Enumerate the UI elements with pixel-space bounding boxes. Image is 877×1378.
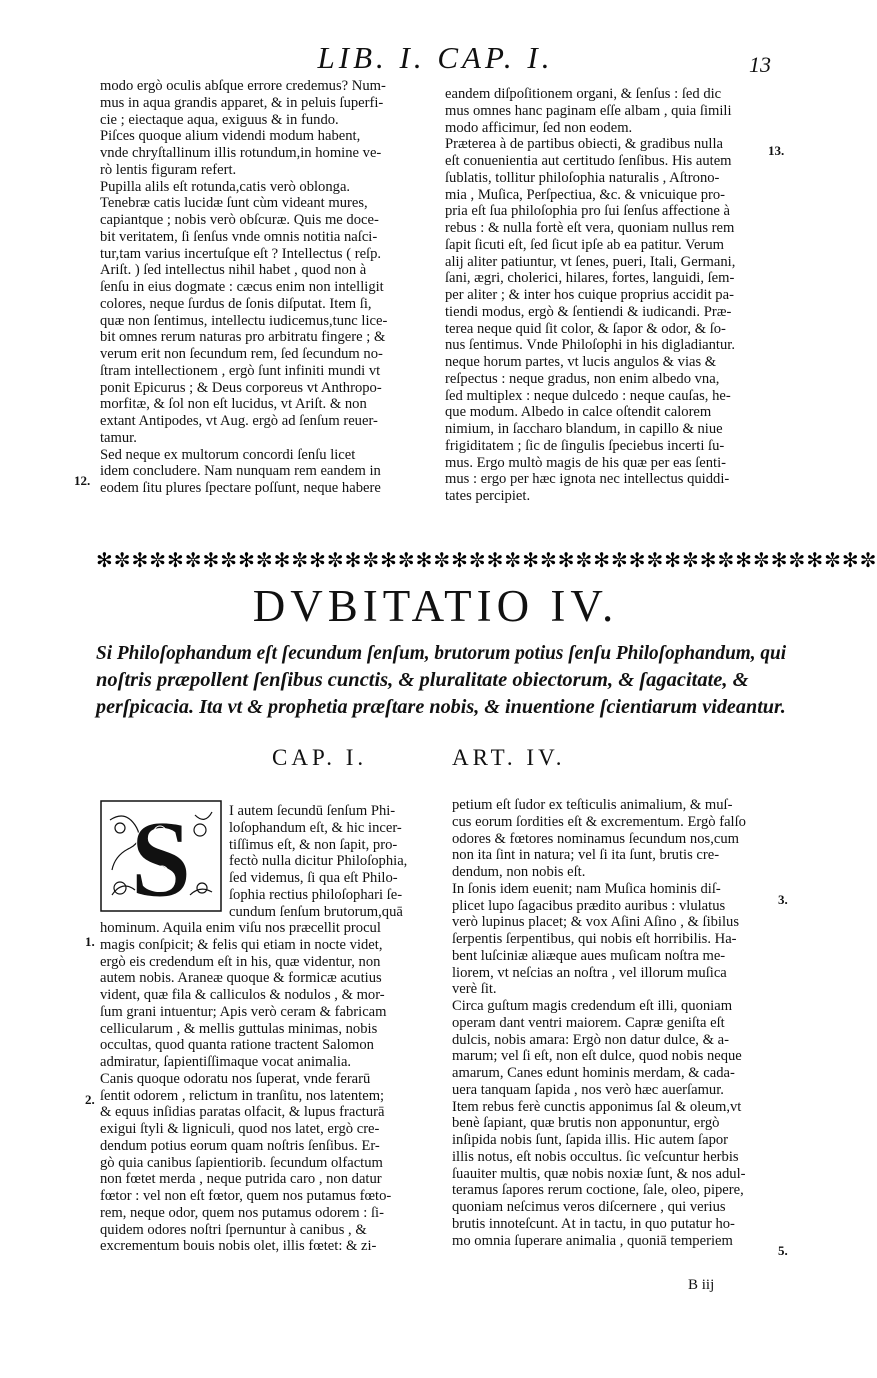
text-line: frigiditatem ; ſic de ſingulis ſpeciebus incerti ſu- — [445, 437, 725, 454]
text-line: illis notus, eſt nobis occultus. ſic veſcuntur herbis — [452, 1148, 739, 1165]
text-line: vident, quæ fila & calliculos & nodulos , & mor- — [100, 987, 385, 1003]
text-line: tiendi modus, ergò & ſentiendi & iudicandi. Præ- — [445, 303, 732, 320]
text-line: verum erit non ſecundum rem, ſed ſecundum no- — [100, 346, 383, 362]
text-line: per aliter ; & inter hos cuique proprius accidit pa- — [445, 287, 734, 303]
text-line: bent luſciniæ aliæque aues muſicam noſtra me- — [452, 947, 726, 964]
text-line: reſpectus : neque gradus, non enim albedo vna, — [445, 370, 720, 387]
margin-note-1: 1. — [85, 934, 95, 949]
text-line: Ariſt. ) ſed intellectus nihil habet , quod non à — [100, 262, 367, 279]
text-line: dulcis, nobis amara: Ergò non datur dulce, & a- — [452, 1031, 729, 1048]
text-line: amarum, Canes edunt hominis merdam, & cada- — [452, 1065, 735, 1081]
text-line: mus in aqua grandis apparet, & in peluis ſuperfi- — [100, 94, 384, 111]
text-line: eſt conuenientia aut certitudo ſenſibus. His autem — [445, 153, 732, 169]
text-line: magis conſpicit; & felis qui etiam in nocte videt, — [100, 936, 383, 953]
bottom-right-column — [452, 797, 776, 1249]
text-line: hominum. Aquila enim viſu nos præcellit procul — [100, 920, 381, 936]
text-line: colores, neque ſurdus de ſonis diſputat. Item ſi, — [100, 295, 372, 312]
text-line: Circa guſtum magis credendum eſt illi, quoniam — [452, 998, 733, 1014]
text-line: bit veritatem, ſi ſenſus vnde omnis notitia naſci- — [100, 228, 378, 245]
text-line: occultas, quod quanta ratione tractent Salomon — [100, 1037, 374, 1054]
text-line: cie ; eiectaque aqua, exiguus & in fundo. — [100, 111, 339, 128]
margin-note-12: 12. — [74, 473, 91, 488]
text-line: idem concludere. Nam nunquam rem eandem in — [100, 463, 381, 480]
margin-note-13: 13. — [768, 143, 785, 158]
text-line: ſerpentis ſerpentibus, qui nobis eſt horribilis. Ha- — [452, 931, 737, 947]
text-line: verè ſit. — [452, 981, 497, 998]
text-line: & equus inſidias paratas olfacit, & lupus fracturā — [100, 1104, 385, 1121]
text-line: nimium, in ſaccharo blandum, in capillo & niue — [445, 421, 723, 437]
text-line: modo afficimur, ſed non eodem. — [445, 119, 633, 136]
subtitle-line: Si Philoſophandum eſt ſecundum ſenſum, brutorum potius ſenſu Philoſophandum, qui — [96, 642, 787, 664]
text-line: rem, neque odor, quem nos putamus odorem : ſi- — [100, 1204, 384, 1221]
text-line: ſuauiter multis, quæ nobis noxiæ ſunt, & nos adul- — [452, 1165, 746, 1182]
text-line: odores & fœtores nominamus ſecundum nos,cum — [452, 830, 739, 847]
text-line: non ita ſint in natura; vel ſi ita ſunt, brutis cre- — [452, 847, 720, 864]
text-line: Tenebræ catis lucidæ ſunt cùm videant mures, — [100, 195, 368, 212]
text-line: capiantque ; nobis verò obſcuræ. Quis me doce- — [100, 212, 379, 228]
text-line: Item rebus ferè cunctis apponimus ſal & oleum,vt — [452, 1098, 742, 1115]
subtitle-line: noſtris præpollent ſenſibus cunctis, & pluralitate obiectorum, & ſagacitate, & — [96, 669, 749, 691]
bottom-left-dropcap-lines — [229, 803, 433, 920]
margin-note-3: 3. — [778, 892, 788, 907]
text-line: cus eorum ſordities eſt & excrementum. Ergò falſo — [452, 813, 746, 830]
decorated-initial-s — [100, 798, 222, 920]
text-line: ſublatis, tollitur philoſophia naturalis , Aſtrono- — [445, 169, 720, 186]
text-line: uera tanquam ſapida , nos verò hæc auerſamur. — [452, 1081, 724, 1098]
text-line: mus omnes hanc paginam eſſe albam , quia ſimili — [445, 102, 732, 119]
text-line: pria eſt ſua philoſophia pro ſui ſenſus affectione à — [445, 203, 731, 220]
text-line: plicet lupo ſagacibus prædito auribus : vlulatus — [452, 897, 726, 914]
text-line: fectò nulla dicitur Philoſophia, — [229, 853, 408, 870]
text-line: ponit Epicurus ; & Deus corporeus vt Anthropo- — [100, 379, 382, 396]
text-line: Præterea à de partibus obiecti, & gradibus nulla — [445, 136, 724, 153]
text-line: ſani, ægri, cholerici, hilares, fortes, languidi, ſem- — [445, 270, 735, 287]
text-line: cundum ſenſum brutorum,quā — [229, 903, 403, 920]
text-line: extant Antipodes, vt Aug. ergò ad ſenſum reuer- — [100, 413, 378, 429]
text-line: vnde chryſtallinum illis rotundum,in homine ve- — [100, 145, 382, 161]
text-line: mus : ergo per hæc ignota nec intellectus quiddi- — [445, 471, 730, 488]
text-line: autem nobis. Araneæ quoque & formicæ acutius — [100, 970, 382, 987]
ornamental-band: ✻✼✻✼✻✼✻✼✻✼✻✼✻✼✻✼✻✼✻✼✻✼✻✼✻✼✻✼✻✼✻✼✻✼✻✼✻✼✻✼✻✼✻✼ — [96, 548, 877, 572]
text-line: mia , Muſica, Perſpectiua, &c. & vnicuique pro- — [445, 186, 726, 203]
dubitatio-title: DVBITATIO IV. — [252, 581, 619, 631]
text-line: I autem ſecundū ſenſum Phi- — [229, 803, 396, 819]
text-line: non fœtet merda , neque putrida caro , non datur — [100, 1171, 382, 1188]
dubitatio-subtitle — [96, 640, 786, 721]
text-line: liorem, vt neſcias an noſtra , vel illorum muſica — [452, 964, 727, 981]
text-line: rò lentis figuram refert. — [100, 161, 237, 178]
text-line: loſophandum eſt, & hic incer- — [229, 819, 402, 836]
text-line: ſed videmus, ſi qua eſt Philo- — [229, 870, 398, 886]
text-line: Pupilla alils eſt rotunda,catis verò oblonga. — [100, 178, 351, 195]
text-line: alij aliter patiuntur, vt ſenes, pueri, Itali, Germani, — [445, 253, 736, 270]
text-line: mus. Ergo multò magis de his quæ per eas ſenti- — [445, 454, 727, 471]
text-line: ſed multiplex : neque dulcedo : neque cauſas, he- — [445, 387, 731, 404]
text-line: Canis quoque odoratu nos ſuperat, vnde ferarū — [100, 1070, 371, 1087]
text-line: mo omnia ſuperare animalia , quoniā temperiem — [452, 1232, 733, 1249]
text-line: ſophia rectius philoſophari ſe- — [229, 886, 403, 903]
text-line: modo ergò oculis abſque errore credemus? Num- — [100, 78, 386, 94]
text-line: ſum grani intuentur; Apis verò ceram & fabricam — [100, 1003, 387, 1020]
text-line: rebus : & nulla fortè eſt vera, quoniam nullus rem — [445, 220, 735, 236]
text-line: inſipida nobis ſunt, ſapida illis. Hic autem ſapor — [452, 1132, 729, 1148]
text-line: que modum. Albedo in calce oſtendit calorem — [445, 404, 712, 421]
text-line: gò quia canibus ſapientiorib. ſecundum olfactum — [100, 1154, 383, 1171]
text-line: brutis innoteſcunt. At in tactu, in quo putatur ho- — [452, 1215, 735, 1232]
text-line: marum; vel ſi eſt, non eſt dulce, quod nobis neque — [452, 1048, 742, 1065]
text-line: admiratur, ſapientiſſimaque vocat animalia. — [100, 1054, 352, 1070]
text-line: tiſſimus eſt, & non ſapit, pro- — [229, 836, 398, 853]
text-line: ergò eis credendum eſt in his, quæ videntur, non — [100, 953, 381, 970]
text-line: operam dant ventri maiorem. Capræ geniſta eſt — [452, 1014, 725, 1031]
text-line: cellicularum , & mellis guttulas minimas, nobis — [100, 1020, 378, 1037]
top-right-column — [445, 86, 773, 505]
top-left-column — [100, 78, 428, 497]
text-line: dendum potius eorum quam noſtris ſenſibus. Er- — [100, 1137, 380, 1154]
text-line: tates percipiet. — [445, 488, 531, 504]
text-line: ſentit odorem , relictum in tranſitu, nos latentem; — [100, 1087, 385, 1104]
text-line: verò lupinus placet; & vox Aſini Aſino , & ſibilus — [452, 914, 740, 931]
text-line: Piſces quoque alium videndi modum habent, — [100, 128, 361, 145]
text-line: teramus ſapores rerum coctione, ſale, oleo, pipere, — [452, 1182, 744, 1199]
text-line: bit omnes rerum naturas pro arbitratu fingere ; & — [100, 329, 386, 346]
margin-note-5: 5. — [778, 1243, 788, 1258]
text-line: ſtram intellectionem , ergò ſunt infiniti mundi vt — [100, 362, 381, 379]
page-number: 13 — [749, 52, 771, 77]
text-line: quidem odores noſtri ſpernuntur à canibus , & — [100, 1221, 367, 1238]
text-line: ſenſu in eius dogmate : cæcus enim non intelligit — [100, 279, 384, 295]
chapter-label: CAP. I. — [272, 745, 368, 770]
text-line: excrementum bouis nobis olet, illis fœtet: & zi- — [100, 1238, 377, 1255]
text-line: petium eſt ſudor ex teſticulis animalium, & muſ- — [452, 797, 733, 813]
article-label: ART. IV. — [452, 745, 566, 770]
text-line: exigui ſtyli & ligniculi, quod nos latet, ergò cre- — [100, 1121, 380, 1137]
svg-text:S: S — [130, 798, 192, 920]
signature-mark: B iij — [688, 1277, 715, 1293]
text-line: Sed neque ex multorum concordi ſenſu licet — [100, 446, 356, 463]
running-head: LIB. I. CAP. I. — [317, 40, 554, 75]
text-line: nus ſentimus. Vnde Philoſophi in his digladiantur. — [445, 337, 735, 354]
text-line: morfitæ, & ſol non eſt lucidus, vt Ariſt. & non — [100, 396, 367, 413]
text-line: eandem diſpoſitionem organi, & ſenſus : ſed dic — [445, 86, 722, 102]
text-line: benè ſapiant, quæ brutis non apponuntur, ergò — [452, 1115, 720, 1132]
margin-note-2: 2. — [85, 1092, 95, 1107]
text-line: neque horum partes, vt lucis angulos & vias & — [445, 354, 717, 370]
text-line: dendum, non nobis eſt. — [452, 864, 586, 880]
text-line: terea neque quid ſit color, & ſapor & odor, & ſo- — [445, 320, 726, 337]
text-line: ſapit ſicuti eſt, ſed ſicut ipſe ab ea patitur. Verum — [445, 236, 724, 253]
text-line: quoniam neſcimus veros diſcernere , qui verius — [452, 1199, 726, 1215]
text-line: eodem ſitu plures ſpectare poſſunt, neque habere — [100, 480, 381, 496]
subtitle-line: perſpicacia. Ita vt & prophetia præſtare nobis, & inuentione ſcientiarum videantur. — [96, 696, 786, 718]
text-line: fœtor : vel non eſt fœtor, quem nos putamus fœto- — [100, 1188, 392, 1204]
bottom-left-column — [100, 920, 432, 1255]
text-line: tamur. — [100, 429, 137, 446]
text-line: In ſonis idem euenit; nam Muſica hominis diſ- — [452, 880, 721, 897]
text-line: quæ non ſentimus, intellectu iudicemus,tunc lice- — [100, 312, 388, 329]
text-line: tur,tam varius incertuſque eſt ? Intellectus ( reſp. — [100, 245, 382, 262]
